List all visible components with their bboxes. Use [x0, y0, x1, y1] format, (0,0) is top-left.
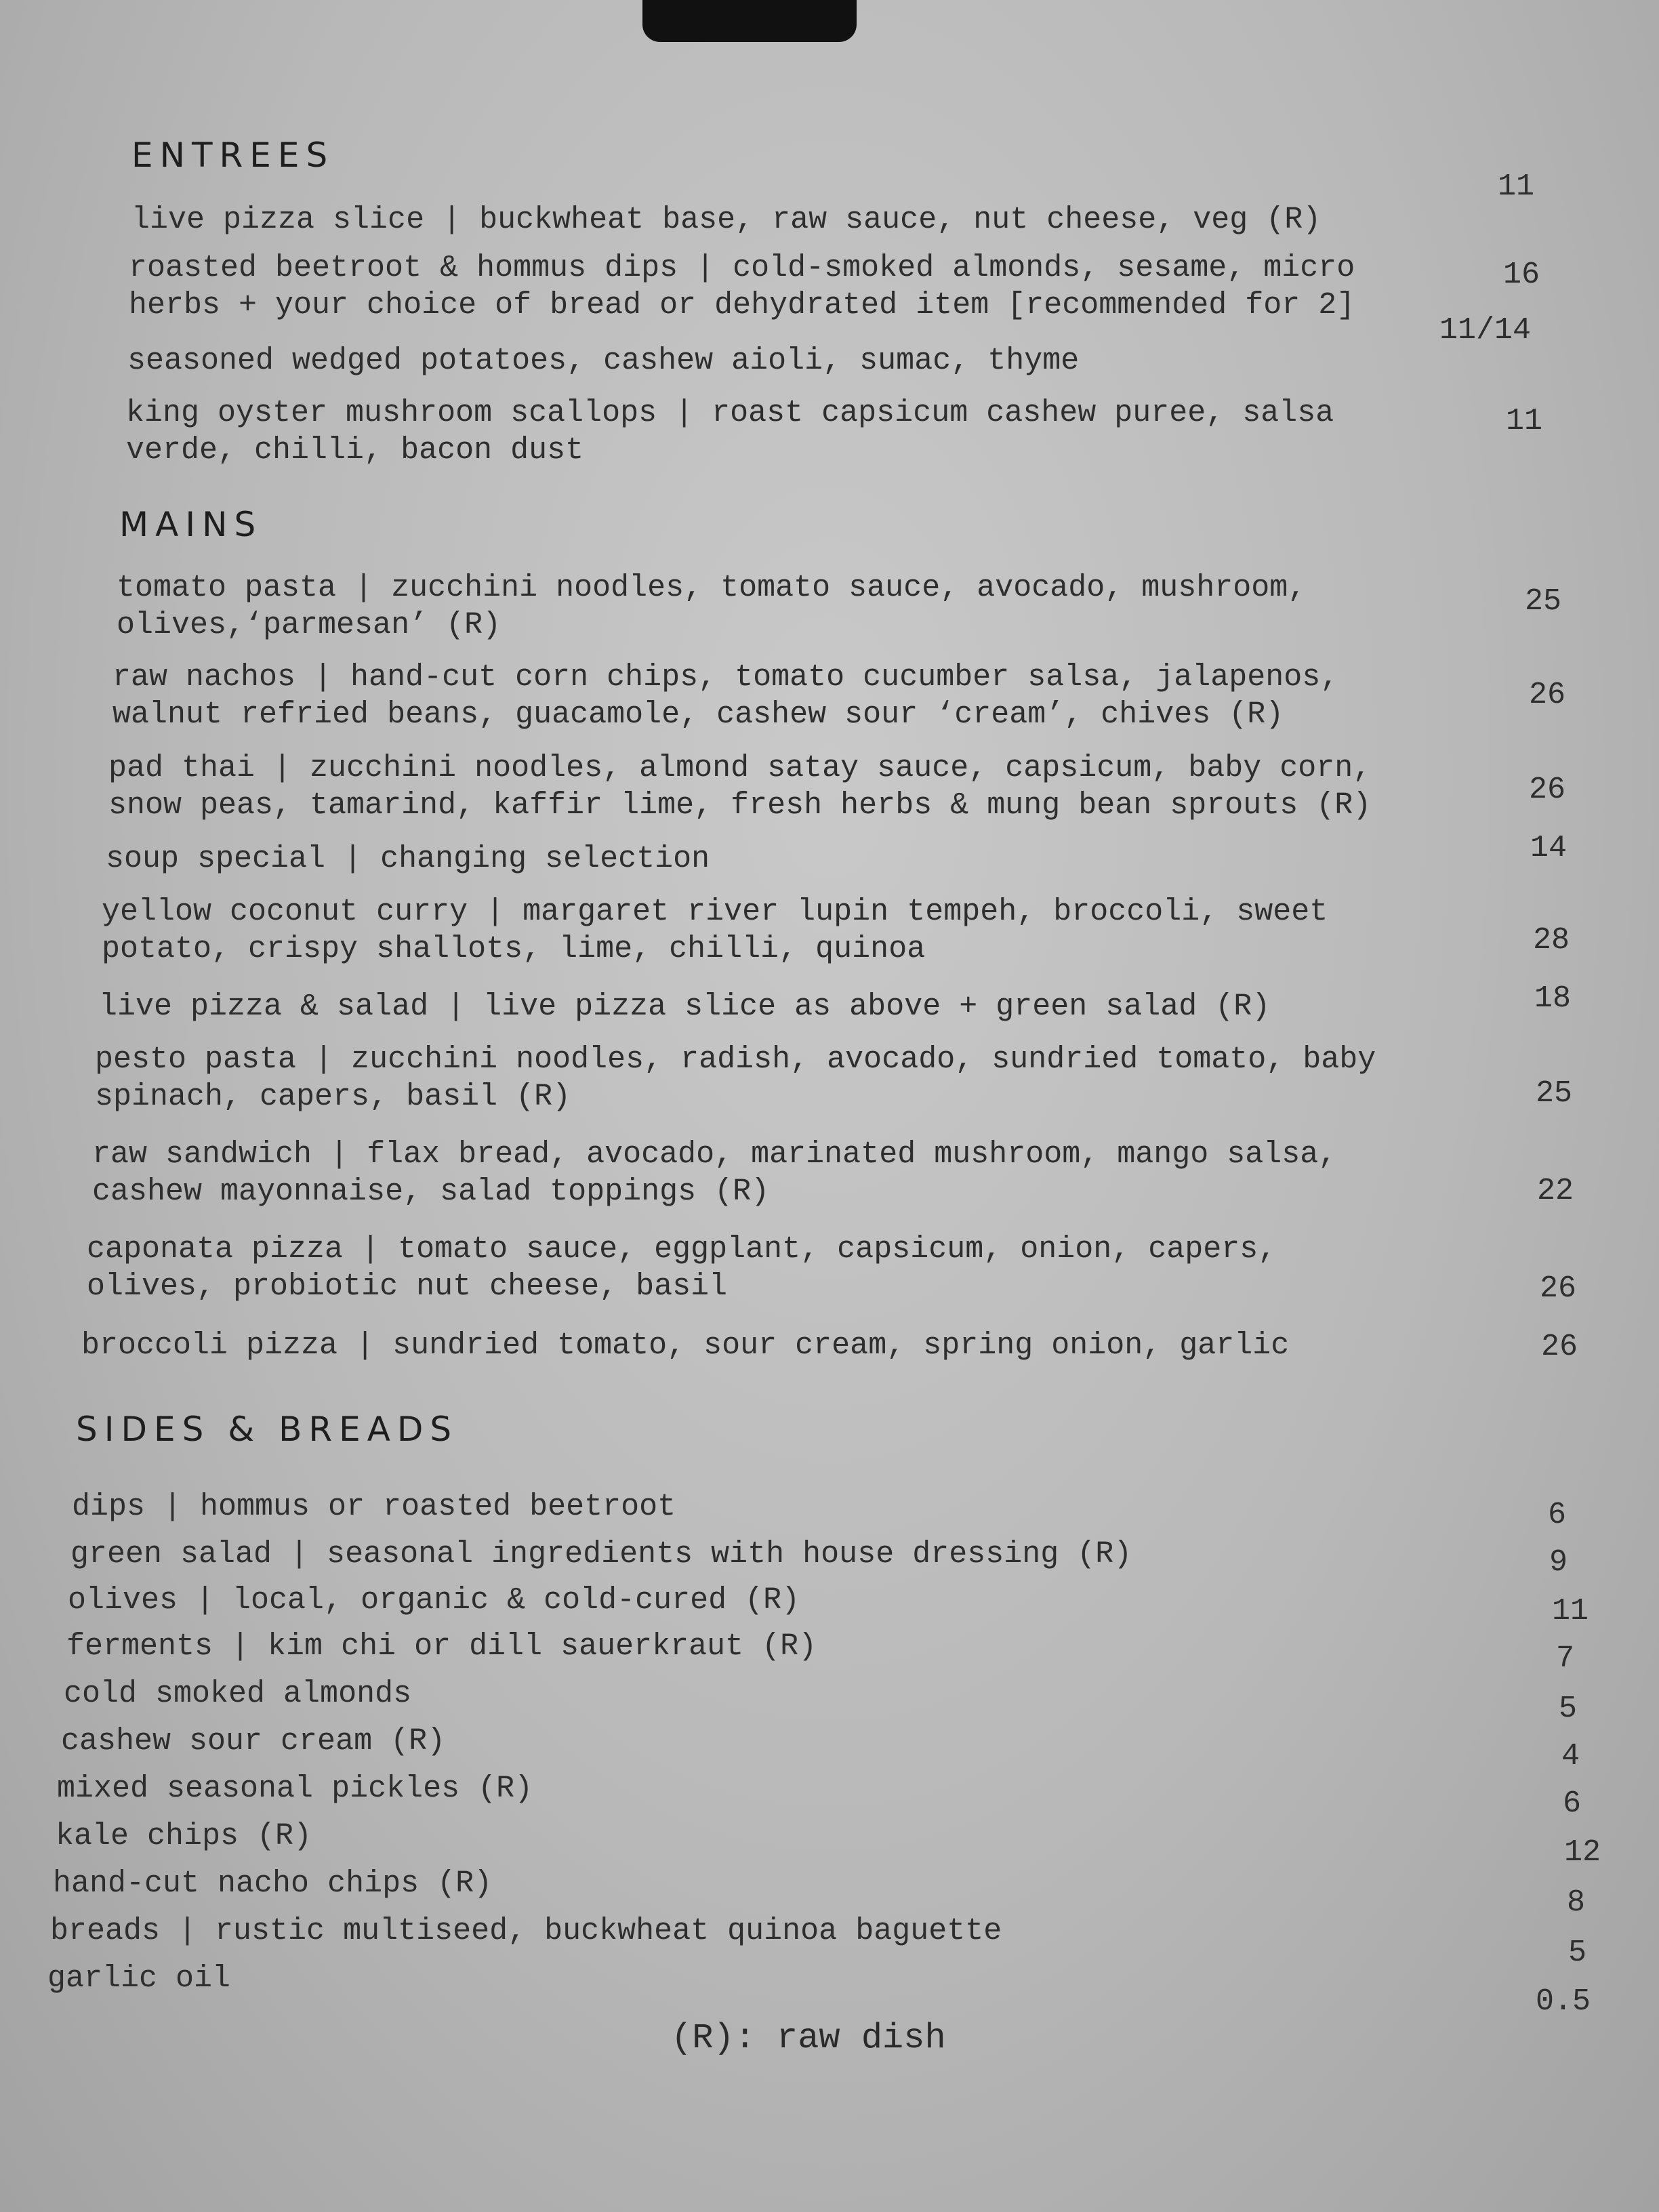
menu-item-price: 12 [1564, 1835, 1601, 1870]
section-heading-sides-breads: SIDES & BREADS [76, 1410, 459, 1449]
menu-item-desc: live pizza & salad | live pizza slice as above + green salad (R) [99, 989, 1271, 1024]
menu-item-desc: yellow coconut curry | margaret river lupin tempeh, broccoli, sweet potato, crispy shallots, lime, chilli, quinoa [102, 895, 1328, 966]
menu-item-desc: breads | rustic multiseed, buckwheat quinoa baguette [50, 1914, 1002, 1948]
menu-item-price: 18 [1534, 981, 1572, 1016]
menu-item-desc: pesto pasta | zucchini noodles, radish, avocado, sundried tomato, baby spinach, capers, basil (R) [95, 1042, 1376, 1114]
menu-item-price: 28 [1533, 923, 1570, 958]
menu-item-price: 7 [1556, 1641, 1575, 1676]
menu-item-desc: roasted beetroot & hommus dips | cold-smoked almonds, sesame, micro herbs + your choice of bread or dehydrated item [recommended for 2] [129, 251, 1355, 323]
menu-item-desc: raw nachos | hand-cut corn chips, tomato cucumber salsa, jalapenos, walnut refried beans, guacamole, cashew sour ‘cream’, chives (R) [112, 660, 1339, 732]
menu-item-desc: green salad | seasonal ingredients with house dressing (R) [70, 1537, 1132, 1572]
menu-item-desc: raw sandwich | flax bread, avocado, marinated mushroom, mango salsa, cashew mayonnaise, salad toppings (R) [92, 1137, 1337, 1209]
menu-item-price: 26 [1540, 1271, 1577, 1306]
menu-item-desc: seasoned wedged potatoes, cashew aioli, sumac, thyme [127, 344, 1080, 378]
section-heading-entrees: ENTREES [131, 136, 335, 175]
menu-item-desc: soup special | changing selection [106, 842, 710, 876]
menu-item-price: 6 [1548, 1498, 1567, 1532]
menu-item-desc: live pizza slice | buckwheat base, raw sauce, nut cheese, veg (R) [131, 203, 1322, 237]
raw-dish-footnote: (R): raw dish [671, 2018, 946, 2058]
menu-item-desc: olives | local, organic & cold-cured (R) [68, 1583, 800, 1618]
menu-item-price: 11 [1498, 169, 1535, 204]
menu-item-price: 6 [1563, 1786, 1582, 1821]
menu-item-desc: tomato pasta | zucchini noodles, tomato sauce, avocado, mushroom, olives,‘parmesan’ (R) [117, 571, 1307, 642]
menu-item-desc: mixed seasonal pickles (R) [57, 1771, 533, 1806]
menu-item-desc: hand-cut nacho chips (R) [53, 1866, 493, 1901]
section-heading-mains: MAINS [119, 505, 263, 544]
menu-item-price: 26 [1529, 773, 1566, 807]
menu-item-price: 4 [1561, 1739, 1580, 1774]
menu-item-desc: caponata pizza | tomato sauce, eggplant, capsicum, onion, capers, olives, probiotic nut cheese, basil [87, 1232, 1277, 1304]
menu-item-price: 8 [1567, 1885, 1586, 1920]
menu-item-price: 11/14 [1439, 313, 1532, 348]
menu-item-desc: dips | hommus or roasted beetroot [72, 1490, 676, 1524]
menu-item-price: 22 [1537, 1174, 1574, 1208]
menu-item-desc: garlic oil [47, 1961, 231, 1996]
menu-item-desc: cold smoked almonds [64, 1677, 412, 1711]
menu-item-price: 11 [1506, 404, 1543, 438]
menu-item-price: 5 [1568, 1936, 1587, 1970]
menu-item-price: 14 [1530, 831, 1568, 865]
menu-item-price: 0.5 [1536, 1984, 1591, 2019]
menu-item-desc: king oyster mushroom scallops | roast capsicum cashew puree, salsa verde, chilli, bacon dust [126, 396, 1334, 468]
menu-item-price: 9 [1549, 1545, 1568, 1580]
menu-item-desc: pad thai | zucchini noodles, almond satay sauce, capsicum, baby corn, snow peas, tamarind, kaffir lime, fresh herbs & mung bean sprouts (R) [108, 751, 1372, 823]
menu-item-price: 16 [1503, 258, 1540, 292]
menu-item-price: 11 [1552, 1594, 1589, 1629]
menu-item-desc: broccoli pizza | sundried tomato, sour cream, spring onion, garlic [81, 1328, 1290, 1363]
menu-item-price: 26 [1529, 678, 1566, 712]
menu-item-price: 26 [1541, 1330, 1578, 1364]
menu-item-desc: ferments | kim chi or dill sauerkraut (R) [66, 1629, 817, 1664]
menu-item-price: 5 [1559, 1692, 1578, 1726]
menu-item-desc: cashew sour cream (R) [61, 1724, 446, 1759]
menu-item-price: 25 [1525, 584, 1562, 619]
menu-item-desc: kale chips (R) [56, 1819, 312, 1853]
menu-item-price: 25 [1536, 1076, 1573, 1111]
